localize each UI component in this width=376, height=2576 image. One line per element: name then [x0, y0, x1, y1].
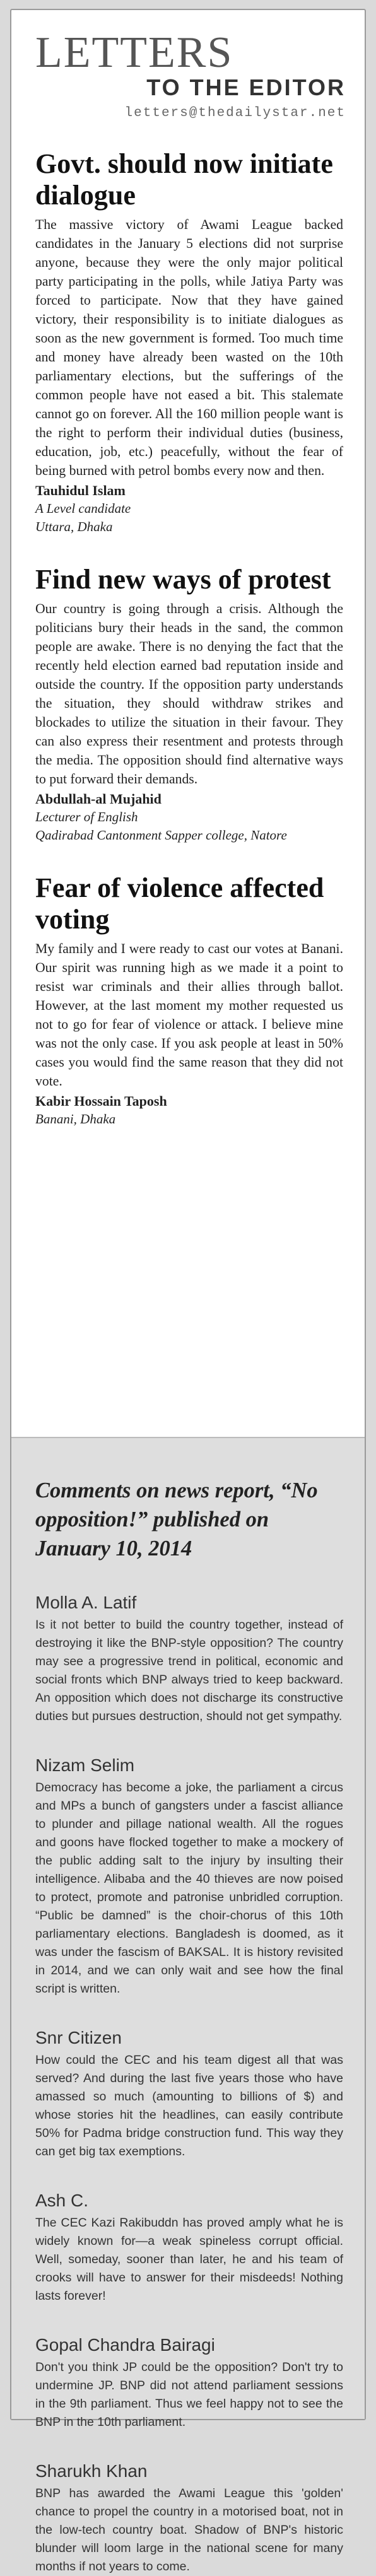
letters-list	[11, 148, 365, 1128]
comment-author: Gopal Chandra Bairagi	[35, 2335, 215, 2355]
letter-author-place: Banani, Dhaka	[35, 1111, 116, 1127]
comments-panel	[11, 1437, 365, 2573]
comment-author: Ash C.	[35, 2191, 89, 2210]
letter-title: Govt. should now initiate dialogue	[35, 148, 333, 211]
section-subtitle: TO THE EDITOR	[146, 74, 346, 100]
comment-text: Don't you think JP could be the opposition? Don't try to undermine JP. BNP did not attend parliament sessions in the 9th parliament. Thus we feel happy not to see the BNP in the 10th parliament.	[35, 2360, 343, 2429]
letter-author: Abdullah-al Mujahid	[35, 791, 162, 807]
comment-text: Democracy has become a joke, the parliament a circus and MPs a bunch of gangsters under a fascist alliance to plunder and pillage national wealth. All the rogues and goons have flocked together to make a mockery of the public adding salt to the injury by insulting their intelligence. Alibaba and the 40 thieves are now poised to protect, promote and patronise unbridled corruption. “Public be damned” is the choir-chorus of this 10th parliamentary elections. Bangladesh is doomed, as it was under the fascism of BAKSAL. It is history revisited in 2014, and we can only wait and see how the final script is written.	[35, 1781, 343, 1996]
letter-author-role: A Level candidate	[35, 501, 131, 516]
letter-title: Fear of violence affected voting	[35, 872, 324, 935]
comment-item	[35, 1755, 343, 1998]
letter-body: Our country is going through a crisis. Although the politicians bury their heads in the sand, the common people are awake. There is no denying the fact that the recently held election earned bad reputation inside and outside the country. If the opposition party understands the situation, they should withdraw strikes and blockades to utilize the situation in their favour. They can also express their resentment and protests through the media. The opposition should find alternative ways to put forward their demands.	[35, 601, 343, 787]
editor-email-link[interactable]: letters@thedailystar.net	[124, 106, 346, 120]
comment-author: Sharukh Khan	[35, 2461, 148, 2481]
section-header	[11, 10, 365, 120]
section-title: LETTERS	[35, 28, 233, 77]
letter-title: Find new ways of protest	[35, 564, 331, 595]
comment-item	[35, 2461, 343, 2576]
letter-body: My family and I were ready to cast our votes at Banani. Our spirit was running high as we made it a point to resist war criminals and their allies through ballot. However, at the last moment my mother requested us not to go for fear of violence or attack. I believe mine was not the only case. If you ask people at least in 50% cases you would find the same reason that they did not vote.	[35, 941, 343, 1089]
letter-item	[35, 872, 343, 1128]
comment-author: Molla A. Latif	[35, 1593, 137, 1612]
letter-body: The massive victory of Awami League backed candidates in the January 5 elections did not surprise anyone, because they were the only major political party participating in the polls, while Jatiya Party was forced to participate. Now that they have gained victory, their responsibility is to initiate dialogues as soon as the new government is formed. Too much time and money have already been wasted on the 10th parliamentary elections, but the sufferings of the common people have not eased a bit. This stalemate cannot go on forever. All the 160 million people want is the right to perform their individual duties (business, education, job, etc.) peacefully, without the fear of being burned with petrol bombs every now and then.	[35, 217, 343, 478]
comment-item	[35, 2190, 343, 2305]
comment-text: The CEC Kazi Rakibuddn has proved amply what he is widely known for—a weak spineless corrupt official. Well, someday, sooner than later, he and his team of crooks will have to answer for their misdeeds! Nothing lasts forever!	[35, 2216, 343, 2303]
letter-author: Kabir Hossain Taposh	[35, 1093, 167, 1109]
comment-text: Is it not better to build the country together, instead of destroying it like the BNP-style opposition? The country may see a progressive trend in political, economic and social fronts which BNP always tried to keep backward. An opposition which does not discharge its constructive duties but pursues destruction, should not get sympathy.	[35, 1618, 343, 1723]
comment-text: BNP has awarded the Awami League this 'golden' chance to propel the country in a motorised boat, not in the low-tech country boat. Shadow of BNP's historic blunder will loom large in the national scene for many months if not years to come.	[35, 2486, 343, 2573]
comment-text: How could the CEC and his team digest all that was served? And during the last five years those who have amassed so much (amounting to billions of $) and whose stories hit the headlines, can easily contribute 50% for Padma bridge construction fund. This way they can get big tax exemptions.	[35, 2053, 343, 2158]
comments-heading: Comments on news report, “No opposition!” published on January 10, 2014	[35, 1478, 318, 1560]
letter-author-place: Qadirabad Cantonment Sapper college, Natore	[35, 828, 287, 843]
letter-author: Tauhidul Islam	[35, 483, 126, 498]
comment-author: Nizam Selim	[35, 1755, 135, 1775]
comment-item	[35, 1592, 343, 1726]
comment-item	[35, 2334, 343, 2432]
comment-author: Snr Citizen	[35, 2028, 122, 2047]
letter-item	[35, 148, 343, 536]
letter-author-role: Lecturer of English	[35, 809, 138, 824]
letter-author-place: Uttara, Dhaka	[35, 519, 113, 534]
letters-page	[10, 9, 366, 2573]
comment-item	[35, 2027, 343, 2161]
letter-item	[35, 564, 343, 845]
